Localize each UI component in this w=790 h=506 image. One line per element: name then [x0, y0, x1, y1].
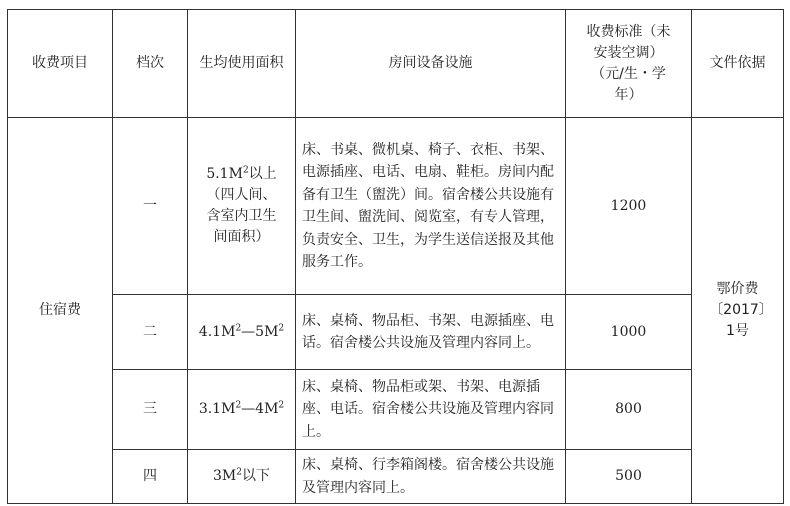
header-standard-line-4: 年）: [614, 86, 643, 103]
header-area: [188, 10, 296, 118]
header-area-text: 生均使用面积: [199, 55, 284, 71]
area-value: 3M: [213, 468, 237, 484]
area-exponent-2: 2: [278, 400, 285, 411]
fee-cell: 1200: [566, 118, 692, 295]
table-row-grade-1: [8, 118, 784, 295]
area-value: 3.1M: [198, 401, 236, 417]
fee-cell: 500: [566, 450, 692, 504]
header-standard-line-1: 收费标准（未: [586, 23, 671, 40]
area-exponent: 2: [235, 322, 242, 333]
table-row-grade-3: [8, 370, 784, 450]
header-standard-line-3: （元/生・学: [591, 65, 666, 82]
fee-cell: 800: [566, 370, 692, 450]
area-upper: —4M: [241, 401, 279, 417]
header-row: [8, 10, 784, 118]
grade-cell: 二: [113, 295, 188, 370]
table-row-grade-2: [8, 295, 784, 370]
area-exponent-2: 2: [278, 322, 285, 333]
area-note: 以下: [241, 468, 270, 484]
area-cell: [188, 118, 296, 295]
accommodation-fee-table: [7, 9, 784, 504]
basis-text: 鄂价费〔2017〕1号: [709, 281, 766, 339]
facilities-cell: 床、桌椅、物品柜或架、书架、电源插座、电话。宿舍楼公共设施及管理内容同上。: [296, 370, 566, 450]
header-standard-line-2: 安装空调）: [593, 44, 664, 61]
header-facilities: 房间设备设施: [296, 10, 566, 118]
area-exponent: 2: [242, 165, 249, 176]
grade-cell: 三: [113, 370, 188, 450]
grade-cell: 四: [113, 450, 188, 504]
header-grade: 档次: [113, 10, 188, 118]
area-cell: [188, 450, 296, 504]
area-upper: —5M: [241, 323, 279, 340]
facilities-cell: 床、桌椅、行李箱阁楼。宿舍楼公共设施及管理内容同上。: [296, 450, 566, 504]
area-exponent: 2: [235, 400, 242, 411]
area-exponent: 2: [236, 467, 242, 478]
header-basis: 文件依据: [692, 10, 784, 118]
grade-cell: 一: [113, 118, 188, 295]
basis-cell: [692, 118, 784, 504]
header-fee-standard: [566, 10, 692, 118]
header-fee-item: 收费项目: [8, 10, 113, 118]
area-value: 5.1M: [206, 166, 243, 182]
facilities-cell: 床、桌椅、物品柜、书架、电源插座、电话。宿舍楼公共设施及管理内容同上。: [296, 295, 566, 370]
area-cell: [188, 370, 296, 450]
fee-item-cell: 住宿费: [8, 118, 113, 504]
area-cell: [188, 295, 296, 370]
area-value: 4.1M: [198, 323, 236, 340]
facilities-cell: 床、书桌、微机桌、椅子、衣柜、书架、电源插座、电话、电扇、鞋柜。房间内配备有卫生（盥洗）间。宿舍楼公共设施有卫生间、盥洗间、阅览室，有专人管理，负责安全、卫生，为学生送信送报及其他服务工作。: [296, 118, 566, 295]
table-row-grade-4: [8, 450, 784, 504]
area-note: 以上（四人间、含室内卫生间面积）: [206, 166, 277, 245]
fee-cell: 1000: [566, 295, 692, 370]
